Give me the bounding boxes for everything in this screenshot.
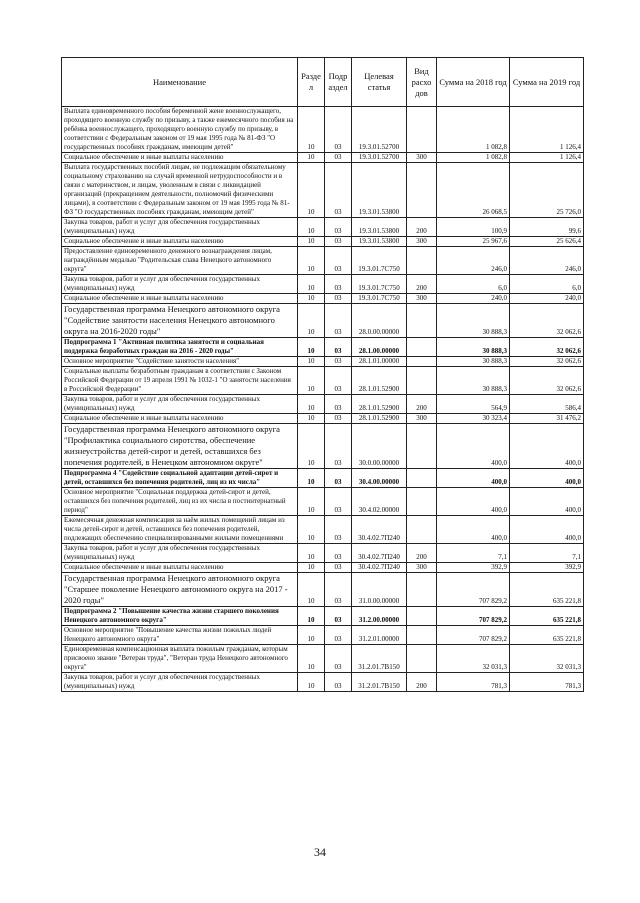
cell-podrazdel: 03 <box>325 218 352 237</box>
cell-razdel: 10 <box>298 294 325 304</box>
cell-name: Государственная программа Ненецкого автономного округа "Профилактика социального сиротства, обеспечение жизнеустройства детей-сирот и детей, оставшихся без попечения родителей, в Ненецком автономном округе" <box>62 424 298 469</box>
cell-sum2019: 32 031,3 <box>510 645 584 673</box>
cell-name: Подпрограмма 1 "Активная политика занятости и социальная поддержка безработных граждан на 2016 - 2020 годы" <box>62 338 298 357</box>
table-row <box>62 573 584 607</box>
cell-podrazdel: 03 <box>325 573 352 607</box>
cell-sum2018: 400,0 <box>437 488 510 516</box>
cell-razdel: 10 <box>298 367 325 395</box>
cell-sum2018: 25 967,6 <box>437 237 510 247</box>
cell-sum2018: 26 068,5 <box>437 163 510 218</box>
cell-sum2019: 1 126,4 <box>510 107 584 153</box>
cell-statya: 30.4.00.00000 <box>352 469 407 488</box>
table-row <box>62 414 584 424</box>
cell-statya: 28.1.01.52900 <box>352 414 407 424</box>
cell-statya: 19.3.01.53800 <box>352 218 407 237</box>
cell-statya: 19.3.01.7С750 <box>352 294 407 304</box>
table-row <box>62 424 584 469</box>
cell-vid <box>407 247 437 275</box>
table-row <box>62 563 584 573</box>
cell-sum2018: 1 082,8 <box>437 107 510 153</box>
cell-sum2019: 32 062,6 <box>510 338 584 357</box>
cell-sum2018: 246,0 <box>437 247 510 275</box>
cell-sum2018: 6,0 <box>437 275 510 294</box>
cell-vid <box>407 338 437 357</box>
cell-statya: 19.3.01.52700 <box>352 153 407 163</box>
cell-podrazdel: 03 <box>325 607 352 626</box>
table-row <box>62 163 584 218</box>
header-razdel: Разде л <box>298 58 325 107</box>
cell-razdel: 10 <box>298 673 325 692</box>
cell-sum2019: 400,0 <box>510 516 584 544</box>
cell-sum2018: 240,0 <box>437 294 510 304</box>
header-vid: Вид расхо дов <box>407 58 437 107</box>
cell-name: Ежемесячная денежная компенсация за наём жилых помещений лицам из числа детей-сирот и детей, оставшихся без попечения родителей, подлежащих обеспечению специализированными жилыми помещениями <box>62 516 298 544</box>
cell-podrazdel: 03 <box>325 673 352 692</box>
cell-vid: 300 <box>407 153 437 163</box>
cell-vid: 300 <box>407 563 437 573</box>
cell-name: Выплата единовременного пособия беременной жене военнослужащего, проходящего военную службу по призыву, а также ежемесячного пособия на ребёнка военнослужащего, проходящего военную службу по призыву, в соответствии с Федеральным законом от 19 мая 1995 года № 81-ФЗ "О государственных пособиях гражданам, имеющим детей" <box>62 107 298 153</box>
cell-statya: 28.0.00.00000 <box>352 304 407 338</box>
cell-statya: 19.3.01.7С750 <box>352 247 407 275</box>
cell-name: Социальное обеспечение и иные выплаты населению <box>62 563 298 573</box>
cell-vid <box>407 516 437 544</box>
cell-vid: 300 <box>407 294 437 304</box>
cell-statya: 30.4.02.7П240 <box>352 563 407 573</box>
cell-sum2019: 31 476,2 <box>510 414 584 424</box>
cell-vid: 300 <box>407 237 437 247</box>
cell-razdel: 10 <box>298 645 325 673</box>
cell-name: Социальное обеспечение и иные выплаты населению <box>62 414 298 424</box>
header-sum-2018: Сумма на 2018 год <box>437 58 510 107</box>
cell-razdel: 10 <box>298 424 325 469</box>
cell-sum2018: 707 829,2 <box>437 573 510 607</box>
table-row <box>62 395 584 414</box>
cell-podrazdel: 03 <box>325 395 352 414</box>
cell-name: Социальное обеспечение и иные выплаты населению <box>62 153 298 163</box>
cell-statya: 19.3.01.53800 <box>352 237 407 247</box>
cell-sum2019: 99,6 <box>510 218 584 237</box>
table-header <box>62 58 584 107</box>
cell-statya: 30.4.02.00000 <box>352 488 407 516</box>
cell-name: Основное мероприятие "Повышение качества жизни пожилых людей Ненецкого автономного округа" <box>62 626 298 645</box>
table-row <box>62 516 584 544</box>
cell-vid <box>407 107 437 153</box>
table-row <box>62 357 584 367</box>
cell-sum2019: 32 062,6 <box>510 357 584 367</box>
cell-vid: 200 <box>407 544 437 563</box>
cell-podrazdel: 03 <box>325 563 352 573</box>
cell-sum2018: 781,3 <box>437 673 510 692</box>
cell-razdel: 10 <box>298 414 325 424</box>
cell-razdel: 10 <box>298 357 325 367</box>
cell-sum2019: 635 221,8 <box>510 626 584 645</box>
cell-statya: 31.2.01.00000 <box>352 626 407 645</box>
header-podrazdel: Подр аздел <box>325 58 352 107</box>
cell-sum2019: 586,4 <box>510 395 584 414</box>
cell-sum2018: 100,9 <box>437 218 510 237</box>
cell-podrazdel: 03 <box>325 338 352 357</box>
cell-statya: 28.1.01.00000 <box>352 357 407 367</box>
cell-podrazdel: 03 <box>325 153 352 163</box>
cell-sum2018: 400,0 <box>437 516 510 544</box>
cell-razdel: 10 <box>298 107 325 153</box>
cell-name: Единовременная компенсационная выплата пожилым гражданам, которым присвоено звание "Ветеран труда", "Ветеран труда Ненецкого автономного округа" <box>62 645 298 673</box>
cell-name: Подпрограмма 4 "Содействие социальной адаптации детей-сирот и детей, оставшихся без попечения родителей, лиц из их числа" <box>62 469 298 488</box>
cell-razdel: 10 <box>298 338 325 357</box>
cell-razdel: 10 <box>298 544 325 563</box>
table-row <box>62 107 584 153</box>
table-row <box>62 275 584 294</box>
cell-podrazdel: 03 <box>325 488 352 516</box>
cell-vid: 300 <box>407 414 437 424</box>
cell-sum2019: 1 126,4 <box>510 153 584 163</box>
cell-vid: 200 <box>407 395 437 414</box>
table-row <box>62 218 584 237</box>
cell-podrazdel: 03 <box>325 469 352 488</box>
cell-name: Закупка товаров, работ и услуг для обеспечения государственных (муниципальных) нужд <box>62 218 298 237</box>
cell-name: Основное мероприятие "Содействие занятости населения" <box>62 357 298 367</box>
cell-vid <box>407 163 437 218</box>
cell-vid <box>407 645 437 673</box>
cell-name: Закупка товаров, работ и услуг для обеспечения государственных (муниципальных) нужд <box>62 673 298 692</box>
cell-razdel: 10 <box>298 395 325 414</box>
cell-podrazdel: 03 <box>325 107 352 153</box>
table-row <box>62 367 584 395</box>
cell-name: Социальные выплаты безработным гражданам в соответствии с Законом Российской Федерации от 19 апреля 1991 № 1032-1 "О занятости населения в Российской Федерации" <box>62 367 298 395</box>
cell-razdel: 10 <box>298 275 325 294</box>
cell-sum2018: 30 888,3 <box>437 304 510 338</box>
table-row <box>62 294 584 304</box>
cell-razdel: 10 <box>298 304 325 338</box>
cell-sum2018: 32 031,3 <box>437 645 510 673</box>
cell-podrazdel: 03 <box>325 294 352 304</box>
cell-razdel: 10 <box>298 247 325 275</box>
cell-sum2018: 392,9 <box>437 563 510 573</box>
cell-sum2019: 781,3 <box>510 673 584 692</box>
cell-sum2019: 6,0 <box>510 275 584 294</box>
table-row <box>62 673 584 692</box>
cell-sum2019: 246,0 <box>510 247 584 275</box>
cell-podrazdel: 03 <box>325 626 352 645</box>
cell-sum2019: 392,9 <box>510 563 584 573</box>
cell-name: Государственная программа Ненецкого автономного округа "Старшее поколение Ненецкого автономного округа на 2017 - 2020 годы" <box>62 573 298 607</box>
cell-sum2019: 240,0 <box>510 294 584 304</box>
cell-vid <box>407 367 437 395</box>
table-row <box>62 247 584 275</box>
cell-sum2019: 635 221,8 <box>510 607 584 626</box>
cell-podrazdel: 03 <box>325 163 352 218</box>
cell-vid: 200 <box>407 218 437 237</box>
page-number: 34 <box>314 845 326 859</box>
cell-statya: 28.1.00.00000 <box>352 338 407 357</box>
table-row <box>62 237 584 247</box>
table-row <box>62 338 584 357</box>
cell-sum2018: 30 888,3 <box>437 338 510 357</box>
cell-name: Подпрограмма 2 "Повышение качества жизни старшего поколения Ненецкого автономного округа" <box>62 607 298 626</box>
cell-razdel: 10 <box>298 516 325 544</box>
cell-statya: 31.2.01.7В150 <box>352 673 407 692</box>
cell-name: Социальное обеспечение и иные выплаты населению <box>62 237 298 247</box>
table-body <box>62 107 584 692</box>
cell-name: Закупка товаров, работ и услуг для обеспечения государственных (муниципальных) нужд <box>62 395 298 414</box>
cell-statya: 19.3.01.53800 <box>352 163 407 218</box>
cell-podrazdel: 03 <box>325 414 352 424</box>
cell-sum2019: 32 062,6 <box>510 304 584 338</box>
table-row <box>62 626 584 645</box>
cell-statya: 31.2.01.7В150 <box>352 645 407 673</box>
cell-sum2018: 1 082,8 <box>437 153 510 163</box>
table-row <box>62 645 584 673</box>
cell-podrazdel: 03 <box>325 544 352 563</box>
cell-name: Социальное обеспечение и иные выплаты населению <box>62 294 298 304</box>
cell-sum2019: 400,0 <box>510 424 584 469</box>
cell-vid <box>407 469 437 488</box>
cell-statya: 30.4.02.7П240 <box>352 544 407 563</box>
cell-podrazdel: 03 <box>325 237 352 247</box>
cell-name: Выплата государственных пособий лицам, не подлежащим обязательному социальному страхованию на случай временной нетрудоспособности и в связи с материнством, и лицам, уволенным в связи с ликвидацией организаций (прекращением деятельности, полномочий физическими лицами), в соответствии с Федеральным законом от 19 мая 1995 года № 81-ФЗ "О государственных пособиях гражданам, имеющим детей" <box>62 163 298 218</box>
header-statya: Целевая статья <box>352 58 407 107</box>
cell-podrazdel: 03 <box>325 247 352 275</box>
cell-statya: 31.2.00.00000 <box>352 607 407 626</box>
table-row <box>62 304 584 338</box>
cell-statya: 28.1.01.52900 <box>352 367 407 395</box>
table-row <box>62 469 584 488</box>
cell-vid <box>407 424 437 469</box>
cell-vid <box>407 626 437 645</box>
budget-table <box>61 57 584 692</box>
cell-sum2018: 7,1 <box>437 544 510 563</box>
cell-vid <box>407 357 437 367</box>
cell-sum2018: 400,0 <box>437 424 510 469</box>
cell-vid <box>407 607 437 626</box>
cell-statya: 19.3.01.52700 <box>352 107 407 153</box>
cell-sum2018: 707 829,2 <box>437 607 510 626</box>
cell-razdel: 10 <box>298 469 325 488</box>
cell-sum2018: 564,9 <box>437 395 510 414</box>
cell-sum2018: 30 888,3 <box>437 367 510 395</box>
cell-name: Предоставление единовременного денежного вознаграждения лицам, награждённым медалью "Родительская слава Ненецкого автономного округа" <box>62 247 298 275</box>
cell-podrazdel: 03 <box>325 357 352 367</box>
cell-podrazdel: 03 <box>325 304 352 338</box>
cell-statya: 30.4.02.7П240 <box>352 516 407 544</box>
cell-podrazdel: 03 <box>325 645 352 673</box>
cell-statya: 30.0.00.00000 <box>352 424 407 469</box>
table-row <box>62 607 584 626</box>
cell-razdel: 10 <box>298 607 325 626</box>
cell-podrazdel: 03 <box>325 516 352 544</box>
cell-vid <box>407 304 437 338</box>
cell-sum2018: 707 829,2 <box>437 626 510 645</box>
cell-razdel: 10 <box>298 563 325 573</box>
cell-podrazdel: 03 <box>325 424 352 469</box>
cell-razdel: 10 <box>298 218 325 237</box>
cell-sum2019: 25 726,0 <box>510 163 584 218</box>
cell-sum2019: 32 062,6 <box>510 367 584 395</box>
cell-sum2018: 30 888,3 <box>437 357 510 367</box>
cell-sum2018: 400,0 <box>437 469 510 488</box>
cell-statya: 19.3.01.7С750 <box>352 275 407 294</box>
cell-sum2019: 400,0 <box>510 469 584 488</box>
table-row <box>62 488 584 516</box>
cell-statya: 28.1.01.52900 <box>352 395 407 414</box>
cell-sum2019: 25 626,4 <box>510 237 584 247</box>
cell-vid <box>407 488 437 516</box>
cell-razdel: 10 <box>298 237 325 247</box>
cell-razdel: 10 <box>298 573 325 607</box>
table-row <box>62 544 584 563</box>
cell-razdel: 10 <box>298 626 325 645</box>
cell-name: Закупка товаров, работ и услуг для обеспечения государственных (муниципальных) нужд <box>62 275 298 294</box>
header-sum-2019: Сумма на 2019 год <box>510 58 584 107</box>
cell-sum2018: 30 323,4 <box>437 414 510 424</box>
cell-podrazdel: 03 <box>325 275 352 294</box>
cell-sum2019: 400,0 <box>510 488 584 516</box>
cell-vid <box>407 573 437 607</box>
cell-name: Основное мероприятие "Социальная поддержка детей-сирот и детей, оставшихся без попечения родителей, лиц из их числа в постинтернатный период" <box>62 488 298 516</box>
cell-podrazdel: 03 <box>325 367 352 395</box>
cell-razdel: 10 <box>298 163 325 218</box>
header-name: Наименование <box>62 58 298 107</box>
cell-razdel: 10 <box>298 153 325 163</box>
cell-vid: 200 <box>407 673 437 692</box>
table-row <box>62 153 584 163</box>
cell-name: Закупка товаров, работ и услуг для обеспечения государственных (муниципальных) нужд <box>62 544 298 563</box>
cell-name: Государственная программа Ненецкого автономного округа "Содействие занятости населения Ненецкого автономного округа на 2016-2020 годы" <box>62 304 298 338</box>
cell-vid: 200 <box>407 275 437 294</box>
cell-statya: 31.0.00.00000 <box>352 573 407 607</box>
cell-sum2019: 635 221,8 <box>510 573 584 607</box>
cell-sum2019: 7,1 <box>510 544 584 563</box>
cell-razdel: 10 <box>298 488 325 516</box>
